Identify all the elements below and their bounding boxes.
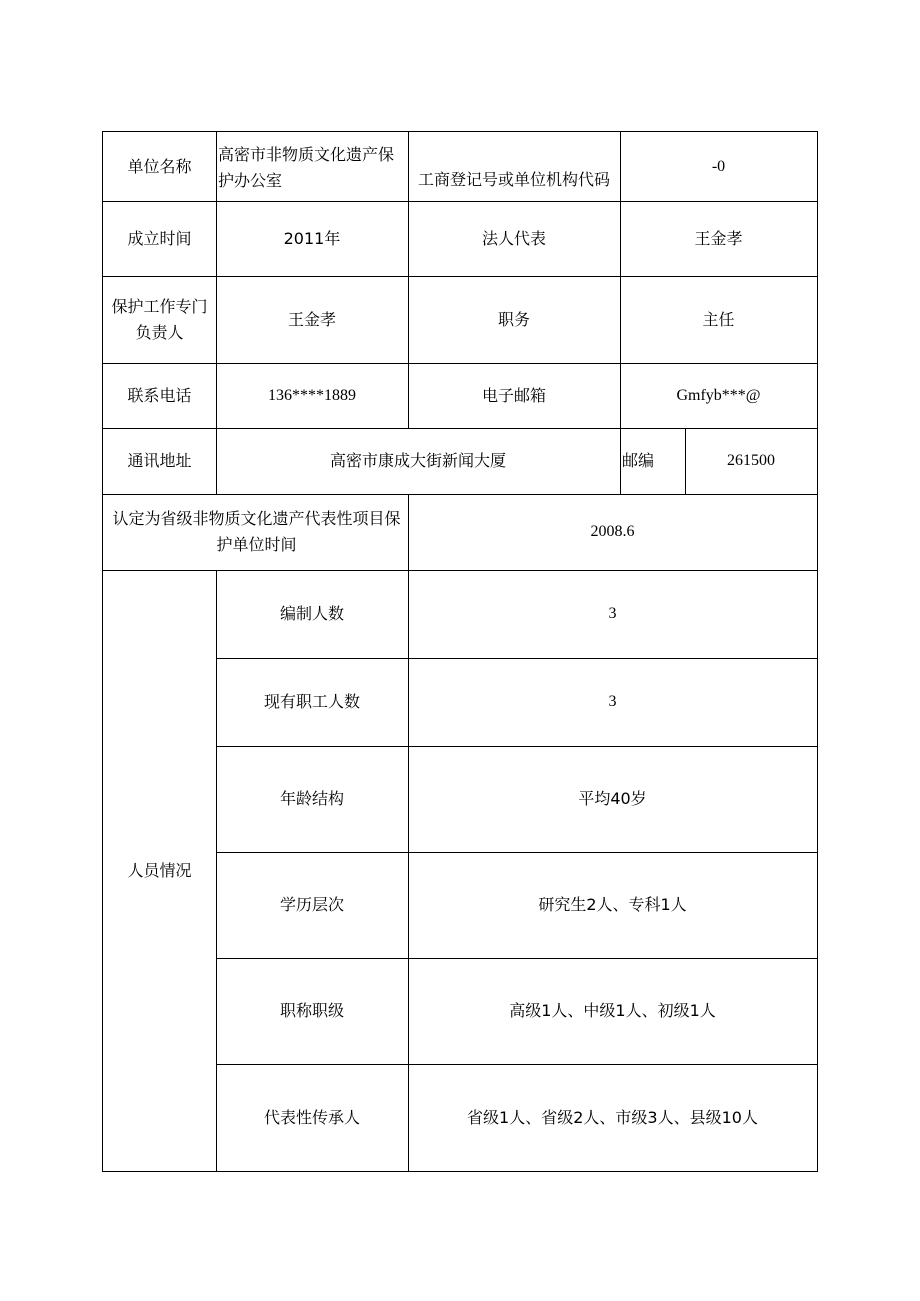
personnel-row-label: 学历层次	[279, 895, 344, 914]
founding-value: 2011年	[283, 228, 341, 248]
unit-name-label: 单位名称	[127, 156, 192, 176]
recognition-label: 认定为省级非物质文化遗产代表性项目保护单位时间	[112, 509, 401, 554]
unit-code-value: -0	[711, 157, 726, 175]
email-label: 电子邮箱	[481, 385, 546, 405]
personnel-row-label: 编制人数	[279, 604, 344, 623]
unit-name-value: 高密市非物质文化遗产保护办公室	[218, 145, 395, 190]
postcode-label: 邮编	[622, 451, 655, 470]
personnel-row-value: 3	[608, 605, 617, 622]
personnel-row-label: 年龄结构	[279, 789, 344, 808]
personnel-row-value: 平均40岁	[578, 789, 647, 808]
unit-code-label: 工商登记号或单位机构代码	[417, 170, 610, 189]
position-label: 职务	[497, 309, 530, 329]
personnel-row-value: 研究生2人、专科1人	[538, 895, 687, 914]
protection-head-label: 保护工作专门负责人	[111, 296, 208, 342]
position-value: 主任	[702, 309, 735, 329]
phone-label: 联系电话	[127, 385, 192, 405]
address-value: 高密市康成大街新闻大厦	[329, 451, 506, 470]
personnel-section-label: 人员情况	[127, 860, 192, 880]
founding-label: 成立时间	[127, 228, 192, 248]
legal-rep-label: 法人代表	[481, 228, 546, 248]
personnel-row-value: 省级1人、省级2人、市级3人、县级10人	[467, 1107, 758, 1127]
phone-value: 136****1889	[268, 386, 356, 404]
legal-rep-value: 王金孝	[694, 228, 743, 248]
email-value: Gmfyb***@	[676, 386, 761, 404]
personnel-row-label: 职称职级	[279, 1001, 344, 1020]
postcode-value: 261500	[727, 452, 775, 469]
personnel-row-value: 3	[608, 693, 617, 710]
personnel-row-value: 高级1人、中级1人、初级1人	[509, 1001, 716, 1020]
protection-head-value: 王金孝	[287, 309, 336, 329]
address-label: 通讯地址	[127, 451, 192, 470]
personnel-row-label: 代表性传承人	[263, 1107, 360, 1127]
personnel-row-label: 现有职工人数	[263, 692, 360, 711]
recognition-value: 2008.6	[590, 523, 635, 540]
info-table	[102, 131, 818, 1172]
